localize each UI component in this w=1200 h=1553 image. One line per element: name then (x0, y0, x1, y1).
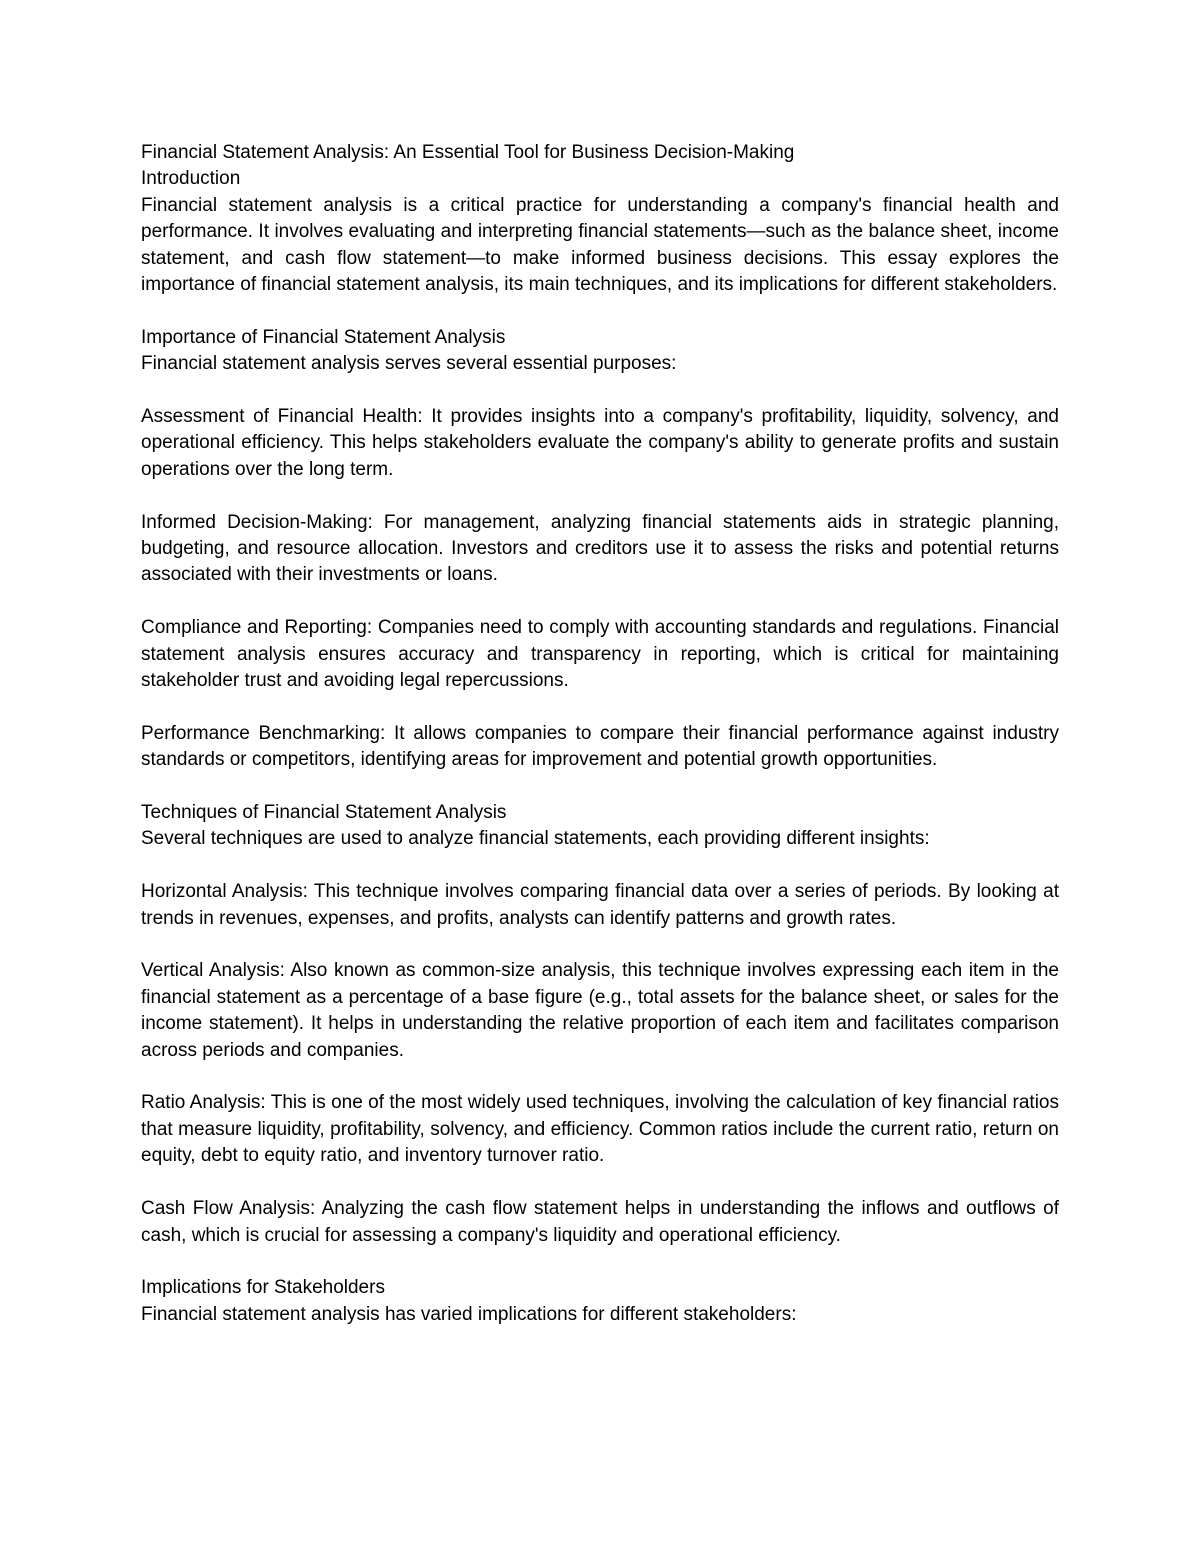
paragraph-gap (141, 1249, 1059, 1275)
importance-item-compliance: Compliance and Reporting: Companies need to comply with accounting standards and regulations. Financial statement analysis ensures accuracy and transparency in reporting, which is critical for maintaining stakeholder trust and avoiding legal repercussions. (141, 617, 1059, 692)
intro-paragraph: Financial statement analysis is a critical practice for understanding a company's financial health and performance. It involves evaluating and interpreting financial statements—such as the balance sheet, income statement, and cash flow statement—to make informed business decisions. This essay explores the importance of financial statement analysis, its main techniques, and its implications for different stakeholders. (141, 194, 1059, 296)
techniques-heading: Techniques of Financial Statement Analysis (141, 802, 507, 824)
implications-heading: Implications for Stakeholders (141, 1277, 385, 1299)
paragraph-gap (141, 589, 1059, 615)
paragraph-gap (141, 378, 1059, 404)
implications-lead: Financial statement analysis has varied implications for different stakeholders: (141, 1303, 797, 1325)
paragraph-gap (141, 298, 1059, 324)
techniques-lead: Several techniques are used to analyze financial statements, each providing different insights: (141, 828, 930, 850)
importance-item-benchmarking: Performance Benchmarking: It allows companies to compare their financial performance against industry standards or competitors, identifying areas for improvement and potential growth opportunities. (141, 722, 1059, 771)
paragraph-gap (141, 774, 1059, 800)
paragraph-gap (141, 483, 1059, 509)
importance-item-decision-making: Informed Decision-Making: For management, analyzing financial statements aids in strategic planning, budgeting, and resource allocation. Investors and creditors use it to assess the risks and potential returns associated with their investments or loans. (141, 511, 1059, 586)
technique-item-cash-flow: Cash Flow Analysis: Analyzing the cash flow statement helps in understanding the inflows and outflows of cash, which is crucial for assessing a company's liquidity and operational efficiency. (141, 1198, 1059, 1246)
document-page (141, 140, 1059, 1328)
intro-heading: Introduction (141, 168, 241, 190)
paragraph-gap (141, 694, 1059, 720)
importance-item-financial-health: Assessment of Financial Health: It provides insights into a company's profitability, liquidity, solvency, and operational efficiency. This helps stakeholders evaluate the company's ability to generate profits and sustain operations over the long term. (141, 406, 1059, 480)
paragraph-gap (141, 932, 1059, 958)
paragraph-gap (141, 1064, 1059, 1090)
technique-item-ratio: Ratio Analysis: This is one of the most widely used techniques, involving the calculation of key financial ratios that measure liquidity, profitability, solvency, and efficiency. Common ratios include the current ratio, return on equity, debt to equity ratio, and inventory turnover ratio. (141, 1092, 1059, 1167)
importance-heading: Importance of Financial Statement Analysis (141, 326, 506, 348)
paragraph-gap (141, 1170, 1059, 1196)
document-title: Financial Statement Analysis: An Essential Tool for Business Decision-Making (141, 142, 795, 163)
importance-lead: Financial statement analysis serves several essential purposes: (141, 353, 677, 375)
paragraph-gap (141, 853, 1059, 879)
technique-item-horizontal: Horizontal Analysis: This technique involves comparing financial data over a series of periods. By looking at trends in revenues, expenses, and profits, analysts can identify patterns and growth rates. (141, 881, 1059, 929)
technique-item-vertical: Vertical Analysis: Also known as common-size analysis, this technique involves expressing each item in the financial statement as a percentage of a base figure (e.g., total assets for the balance sheet, or sales for the income statement). It helps in understanding the relative proportion of each item and facilitates comparison across periods and companies. (141, 960, 1059, 1061)
